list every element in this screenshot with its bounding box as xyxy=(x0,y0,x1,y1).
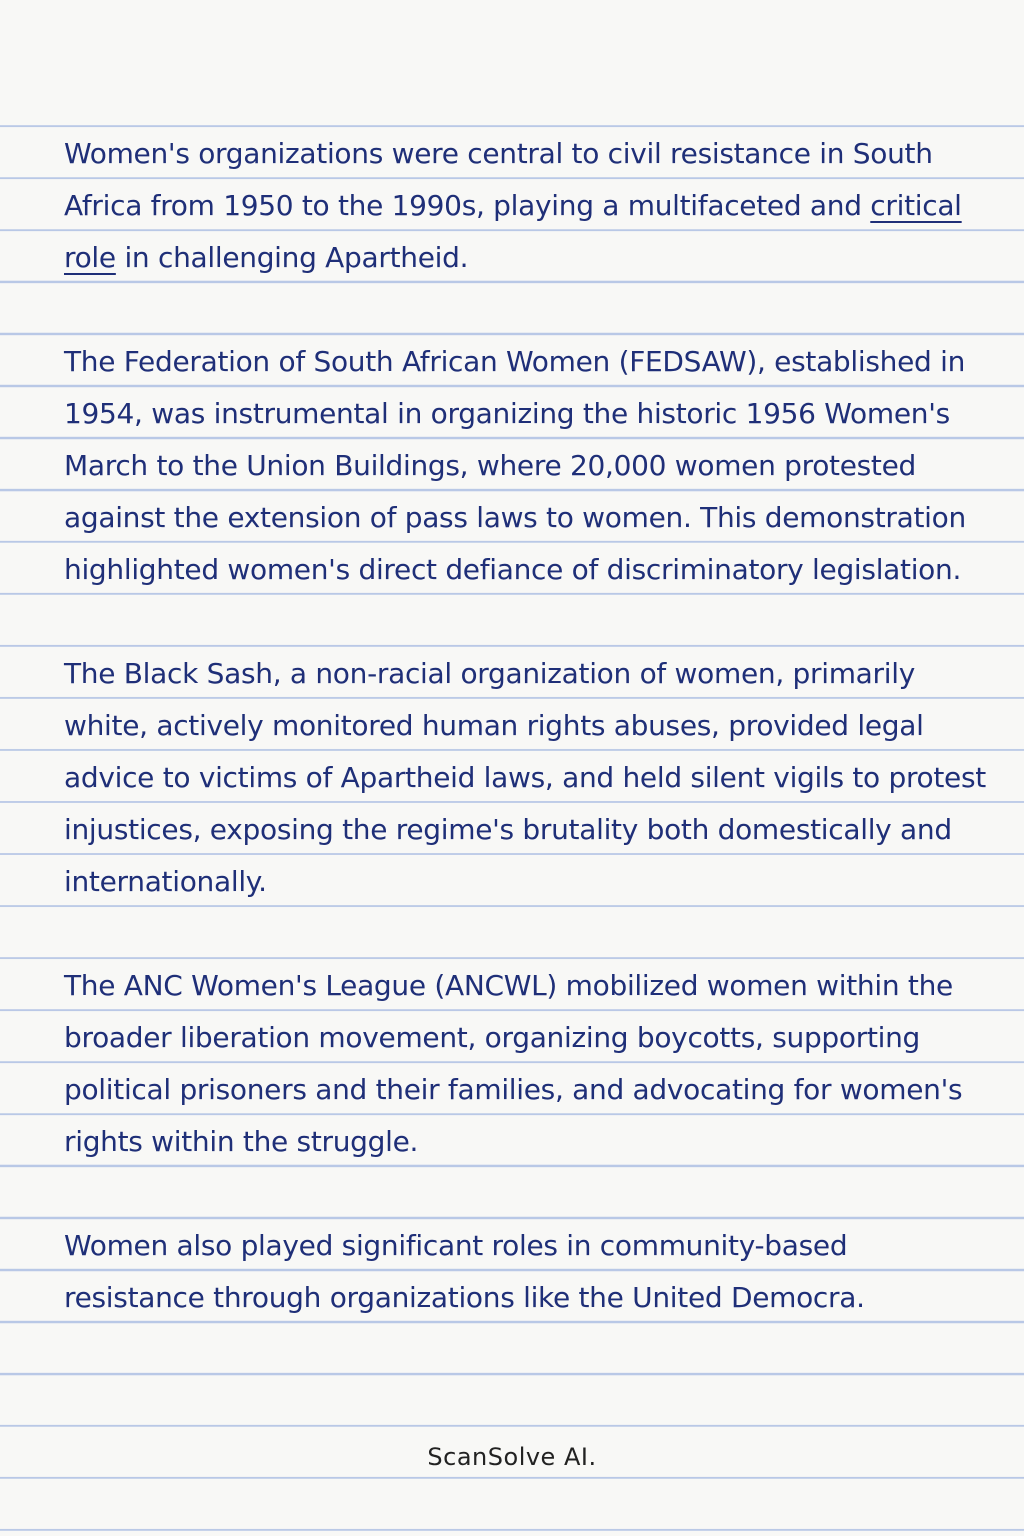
handwritten-note xyxy=(64,128,994,1324)
paragraph-ancwl: The ANC Women's League (ANCWL) mobilized women within the broader liberation movement, organizing boycotts, supporting political prisoners and their families, and advocating for women's rights within the struggle. xyxy=(64,969,963,1158)
intro-underlined-phrase: critical role xyxy=(64,189,962,274)
intro-text-before: Women's organizations were central to civil resistance in South Africa from 1950 to the 1990s, playing a multifaceted and xyxy=(64,137,933,222)
paragraph-black-sash: The Black Sash, a non-racial organization of women, primarily white, actively monitored human rights abuses, provided legal advice to victims of Apartheid laws, and held silent vigils to protest injustices, exposing the regime's brutality both domestically and internationally. xyxy=(64,657,986,898)
paragraph-community: Women also played significant roles in community-based resistance through organizations like the United Democra. xyxy=(64,1229,865,1314)
intro-text-after: in challenging Apartheid. xyxy=(115,241,469,274)
footer-brand: ScanSolve AI. xyxy=(427,1443,597,1471)
paragraph-fedsaw: The Federation of South African Women (FEDSAW), established in 1954, was instrumental in organizing the historic 1956 Women's March to the Union Buildings, where 20,000 women protested against the extension of pass laws to women. This demonstration highlighted women's direct defiance of discriminatory legislation. xyxy=(64,345,966,586)
paragraph-intro xyxy=(64,128,994,284)
